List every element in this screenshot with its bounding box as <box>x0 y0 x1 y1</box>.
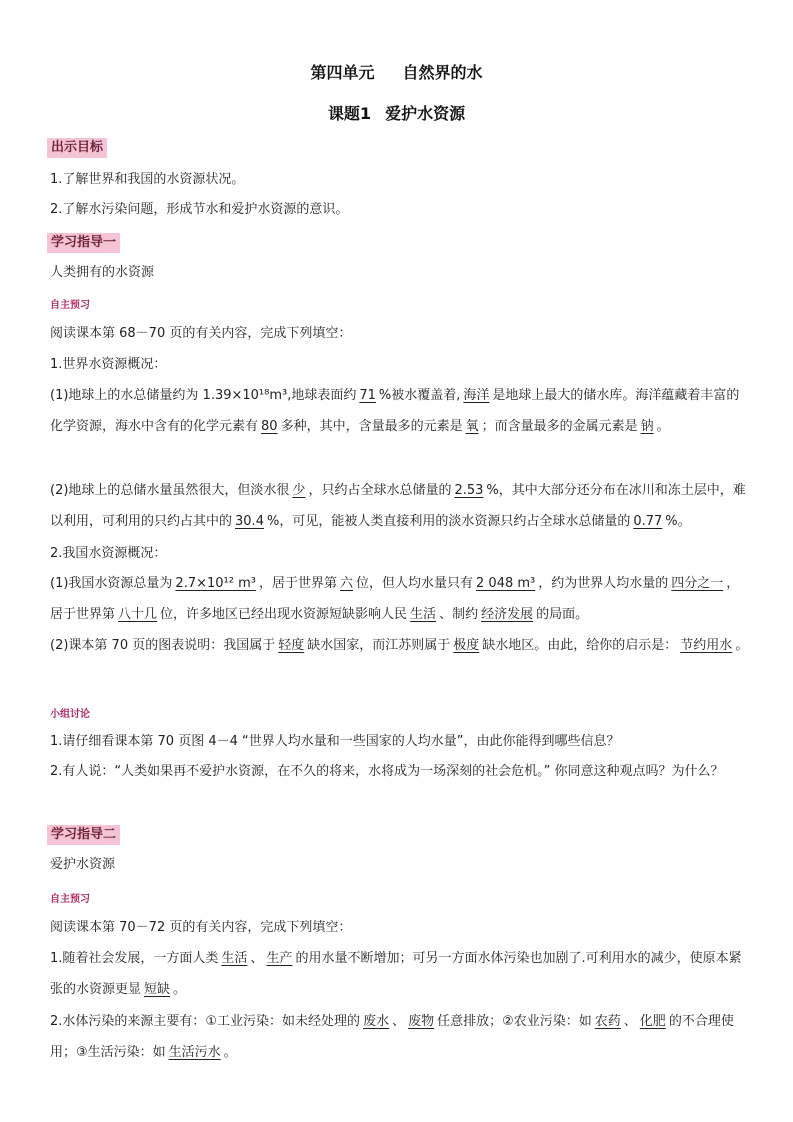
blank: 化肥 <box>639 1014 666 1029</box>
blank: 80 <box>261 419 278 434</box>
paragraph-pollution-sources: 2.水体污染的来源主要有：①工业污染：如未经处理的 废水 、 废物 任意排放；②农业污染：如 农药 、 化肥 的不合理使用；③生活污染：如 生活污水 。 <box>50 1014 734 1060</box>
paragraph-world-water-2: (2)地球上的总储水量虽然很大，但淡水很 少 ，只约占全球水总储量的 2.53 %，其中大部分还分布在冰川和冻土层中，难以利用，可利用的只约占其中的 30.4 %，可见，能被人类直接利用的淡水资源只约占全球水总储量的 0.77 %。 <box>50 483 746 529</box>
paragraph-china-water-2: (2)课本第 70 页的图表说明：我国属于 轻度 缺水国家，而江苏则属于 极度 缺水地区。由此，给你的启示是： 节约用水 。 <box>50 638 749 653</box>
blank: 少 <box>292 483 306 498</box>
blank: 节约用水 <box>680 638 733 653</box>
blank: 短缺 <box>144 982 171 997</box>
blank: 2.53 <box>454 483 484 498</box>
group-discussion-tag: 小组讨论 <box>50 709 90 720</box>
blank: 废物 <box>408 1014 435 1029</box>
blank: 海洋 <box>463 388 490 403</box>
guide1-heading-china: 2.我国水资源概况： <box>50 546 167 561</box>
objective-1: 1.了解世界和我国的水资源状况。 <box>50 172 245 187</box>
blank: 四分之一 <box>671 576 724 591</box>
blank: 生产 <box>266 951 293 966</box>
unit-name: 自然界的水 <box>402 63 483 82</box>
paragraph-china-water-1: (1)我国水资源总量为 2.7×10¹² m³ ，居于世界第 六 位，但人均水量只有 2 048 m³ ，约为世界人均水量的 四分之一 ，居于世界第 八十几 位，许多地区已经出现水资源短缺影响人民 生活 、制约 经济发展 的局面。 <box>50 576 740 622</box>
paragraph-protect-water-1: 1.随着社会发展，一方面人类 生活 、 生产 的用水量不断增加；可另一方面水体污染也加剧了.可利用水的减少，使原本紧张的水资源更显 短缺 。 <box>50 951 742 997</box>
blank: 71 <box>359 388 376 403</box>
tag-objectives: 出示目标 <box>47 138 107 158</box>
tag-guide-1: 学习指导一 <box>47 233 120 253</box>
self-study-tag-1: 自主预习 <box>50 300 90 311</box>
discussion-1: 1.请仔细看课本第 70 页图 4－4 “世界人均水量和一些国家的人均水量”，由此你能得到哪些信息？ <box>50 734 620 749</box>
blank: 废水 <box>363 1014 390 1029</box>
blank: 30.4 <box>235 514 264 529</box>
blank: 生活 <box>410 607 437 622</box>
blank: 钠 <box>640 419 654 434</box>
blank: 0.77 <box>633 514 663 529</box>
guide1-intro: 阅读课本第 68－70 页的有关内容，完成下列填空： <box>50 326 352 341</box>
tag-guide-2: 学习指导二 <box>47 825 120 845</box>
blank: 生活污水 <box>168 1045 221 1060</box>
blank: 八十几 <box>118 607 158 622</box>
lesson-name: 爱护水资源 <box>385 104 466 123</box>
guide1-heading-world: 1.世界水资源概况： <box>50 357 167 372</box>
guide2-intro: 阅读课本第 70－72 页的有关内容，完成下列填空： <box>50 920 352 935</box>
paragraph-world-water-1: (1)地球上的水总储量约为 1.39×10¹⁸m³,地球表面约 71 %被水覆盖着, 海洋 是地球上最大的储水库。海洋蕴藏着丰富的化学资源，海水中含有的化学元素有 80 多种，其中，含量最多的元素是 氧 ；而含量最多的金属元素是 钠 。 <box>50 388 740 434</box>
lesson-title <box>0 101 793 124</box>
blank: 轻度 <box>278 638 305 653</box>
objective-2: 2.了解水污染问题，形成节水和爱护水资源的意识。 <box>50 202 349 217</box>
blank: 农药 <box>594 1014 621 1029</box>
self-study-tag-2: 自主预习 <box>50 894 90 905</box>
blank: 极度 <box>453 638 480 653</box>
blank: 生活 <box>221 951 248 966</box>
unit-title <box>0 60 793 83</box>
blank: 2 048 m³ <box>476 576 536 591</box>
guide1-topic: 人类拥有的水资源 <box>50 265 155 280</box>
blank: 六 <box>339 576 353 591</box>
lesson-number: 课题1 <box>327 104 372 123</box>
unit-number: 第四单元 <box>310 63 375 82</box>
blank: 经济发展 <box>481 607 534 622</box>
discussion-2: 2.有人说：“人类如果再不爱护水资源，在不久的将来，水将成为一场深刻的社会危机。” 你同意这种观点吗？为什么？ <box>50 764 724 779</box>
guide2-topic: 爱护水资源 <box>50 857 116 872</box>
blank: 氧 <box>465 419 479 434</box>
blank: 2.7×10¹² m³ <box>175 576 256 591</box>
